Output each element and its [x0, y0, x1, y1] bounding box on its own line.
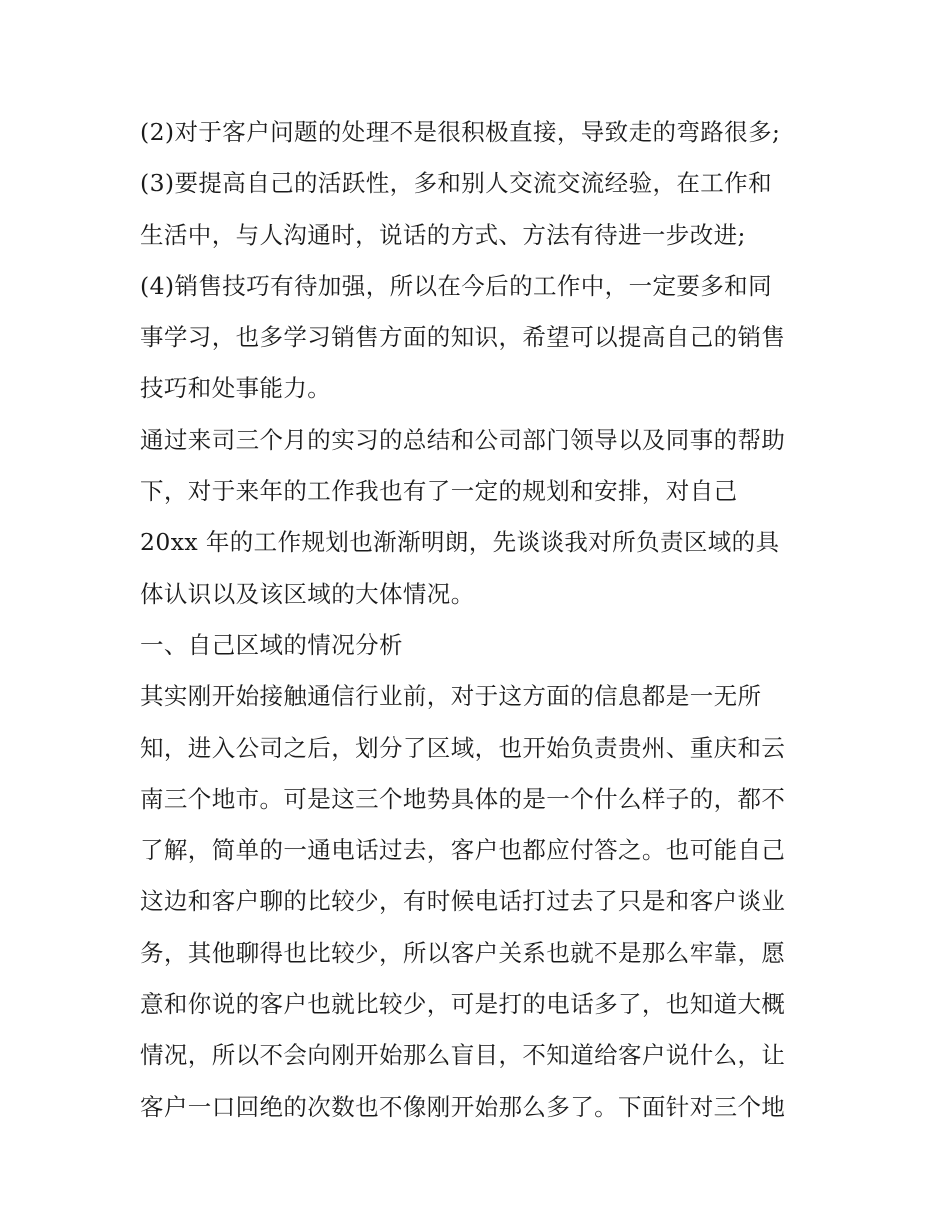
text-line: 务，其他聊得也比较少，所以客户关系也就不是那么牢靠，愿 [140, 938, 786, 967]
section-heading: 一、自己区域的情况分析 [140, 630, 403, 659]
text-line: 技巧和处事能力。 [140, 374, 332, 403]
text-line: (2)对于客户问题的处理不是很积极直接，导致走的弯路很多; [140, 118, 781, 146]
text-line: 下，对于来年的工作我也有了一定的规划和安排，对自己 [140, 477, 738, 506]
text-line: 情况，所以不会向刚开始那么盲目，不知道给客户说什么，让 [140, 1041, 786, 1070]
text-line: 通过来司三个月的实习的总结和公司部门领导以及同事的帮助 [140, 425, 786, 454]
text-line: (3)要提高自己的活跃性，多和别人交流交流经验，在工作和 [140, 169, 772, 198]
text-line: 体认识以及该区域的大体情况。 [140, 579, 475, 608]
text-line: 意和你说的客户也就比较少，可是打的电话多了，也知道大概 [140, 990, 786, 1019]
text-line: 其实刚开始接触通信行业前，对于这方面的信息都是一无所 [140, 682, 762, 711]
text-line: 事学习，也多学习销售方面的知识，希望可以提高自己的销售 [140, 323, 786, 352]
text-line: 20xx 年的工作规划也渐渐明朗，先谈谈我对所负责区域的具 [140, 528, 780, 557]
text-line: 了解，简单的一通电话过去，客户也都应付答之。也可能自己 [140, 836, 786, 865]
text-line: 知，进入公司之后，划分了区域，也开始负责贵州、重庆和云 [140, 733, 786, 762]
text-line: 南三个地市。可是这三个地势具体的是一个什么样子的，都不 [140, 784, 786, 813]
text-line: 生活中，与人沟通时，说话的方式、方法有待进一步改进; [140, 220, 746, 249]
document-body [140, 107, 830, 1133]
text-line: 客户一口回绝的次数也不像刚开始那么多了。下面针对三个地 [140, 1092, 786, 1121]
text-line: (4)销售技巧有待加强，所以在今后的工作中，一定要多和同 [140, 271, 772, 300]
text-line: 这边和客户聊的比较少，有时候电话打过去了只是和客户谈业 [140, 887, 786, 916]
